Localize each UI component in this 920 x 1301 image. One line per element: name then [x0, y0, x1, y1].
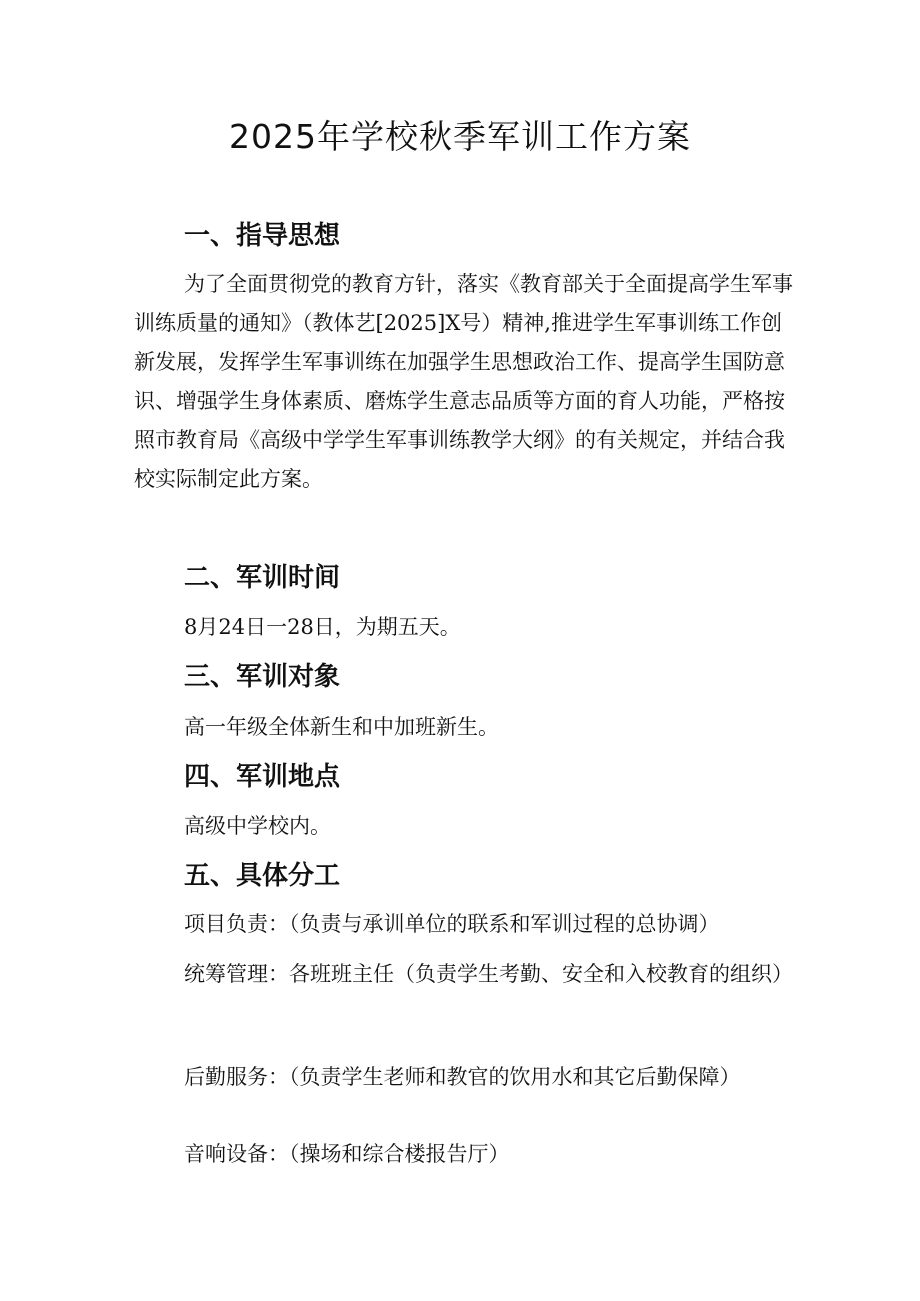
section-heading-guiding-ideology: 一、指导思想	[184, 221, 341, 251]
division-item-logistics: 后勤服务：（负责学生老师和教官的饮用水和其它后勤保障）	[184, 1065, 741, 1089]
division-item-overall-management: 统筹管理：各班班主任（负责学生考勤、安全和入校教育的组织）	[184, 962, 793, 986]
section-body-training-target: 高一年级全体新生和中加班新生。	[184, 715, 499, 739]
section-body-training-location: 高级中学校内。	[184, 814, 331, 838]
section-heading-training-time: 二、军训时间	[184, 563, 341, 593]
section-body-training-time: 8月24日一28日，为期五天。	[184, 615, 461, 639]
division-item-project-lead: 项目负责：（负责与承训单位的联系和军训过程的总协调）	[184, 912, 720, 936]
document-title: 2025年学校秋季军训工作方案	[229, 117, 691, 156]
division-item-audio-equipment: 音响设备：（操场和综合楼报告厅）	[184, 1142, 510, 1166]
section-heading-training-target: 三、军训对象	[184, 662, 341, 692]
section-heading-division-of-work: 五、具体分工	[184, 861, 341, 891]
section-heading-training-location: 四、军训地点	[184, 762, 341, 792]
section-body-guiding-ideology: 为了全面贯彻党的教育方针，落实《教育部关于全面提高学生军事训练质量的通知》（教体艺[2025]X号）精神,推进学生军事训练工作创新发展，发挥学生军事训练在加强学生思想政治工作、提高学生国防意识、增强学生身体素质、磨炼学生意志品质等方面的育人功能，严格按照市教育局《高级中学学生军事训练教学大纲》的有关规定，并结合我校实际制定此方案。	[134, 272, 793, 491]
